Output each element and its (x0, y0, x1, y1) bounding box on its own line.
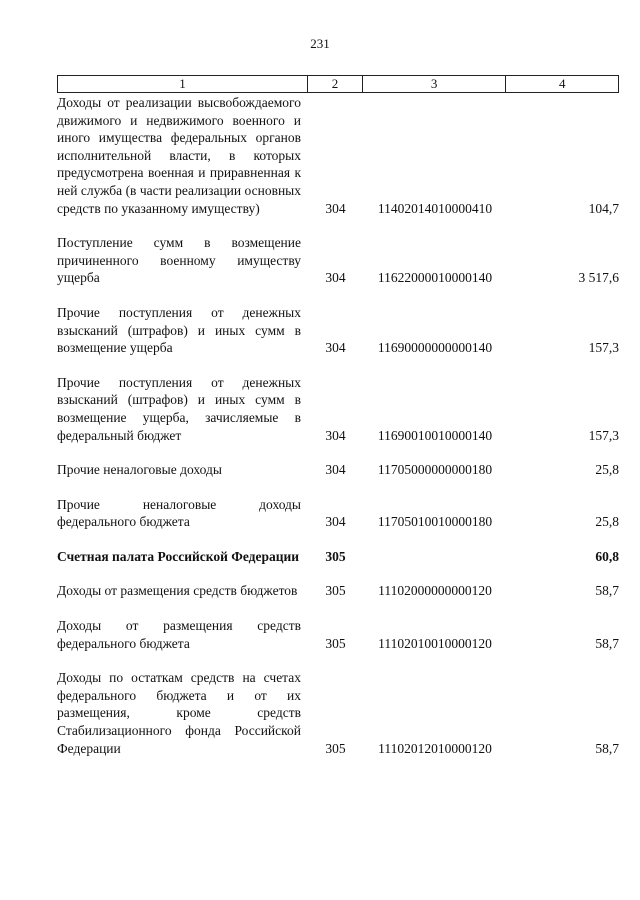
row-description: Доходы от размещения средств федерального бюджета (57, 618, 301, 651)
row-amount: 58,7 (595, 740, 619, 756)
table-row (57, 496, 619, 531)
row-amount: 25,8 (595, 514, 619, 530)
table-row (57, 374, 619, 444)
header-col-1: 1 (58, 76, 308, 92)
table-row (57, 461, 619, 479)
row-description: Поступление сумм в возмещение причиненного военному имуществу ущерба (57, 235, 301, 286)
row-admin-code: 305 (325, 635, 346, 651)
row-amount: 25,8 (595, 462, 619, 478)
row-budget-code: 11102010010000120 (378, 635, 492, 651)
row-description: Доходы по остаткам средств на счетах федерального бюджета и от их размещения, кроме средств Стабилизационного фонда Российской Федерации (57, 670, 301, 756)
row-description: Доходы от размещения средств бюджетов (57, 583, 298, 599)
row-admin-code: 304 (325, 427, 346, 443)
row-budget-code: 11690000000000140 (377, 340, 493, 356)
row-description: Счетная палата Российской Федерации (57, 548, 300, 564)
row-budget-code: 11102000000000120 (378, 583, 492, 599)
row-admin-code: 304 (325, 462, 346, 478)
row-description: Доходы от реализации высвобождаемого движимого и недвижимого военного и иного имущества федеральных органов исполнительной власти, в которых предусмотрена военная и приравненная к ней служба (в части реализации основных средств по указанному имуществу) (57, 95, 301, 216)
table-row (57, 94, 619, 217)
row-admin-code: 304 (325, 514, 346, 530)
row-admin-code: 305 (325, 583, 346, 599)
row-admin-code: 305 (325, 548, 346, 564)
row-admin-code: 305 (325, 740, 346, 756)
row-amount: 60,8 (595, 548, 619, 564)
header-col-2: 2 (308, 76, 363, 92)
row-amount: 157,3 (588, 427, 619, 443)
page-number: 231 (310, 36, 330, 51)
table-row-section-heading (57, 548, 619, 566)
table-row (57, 582, 619, 600)
row-amount: 58,7 (595, 583, 619, 599)
row-budget-code: 11705000000000180 (377, 462, 493, 478)
row-budget-code: 11102012010000120 (378, 740, 492, 756)
row-admin-code: 304 (325, 270, 346, 286)
table-row (57, 617, 619, 652)
row-budget-code: 11402014010000410 (377, 200, 493, 216)
row-budget-code: 11690010010000140 (377, 427, 493, 443)
row-amount: 104,7 (588, 200, 619, 216)
row-admin-code: 304 (325, 200, 346, 216)
table-row (57, 234, 619, 287)
row-budget-code: 11705010010000180 (377, 514, 493, 530)
table-row (57, 669, 619, 757)
row-description: Прочие поступления от денежных взысканий (штрафов) и иных сумм в возмещение ущерба (57, 304, 301, 356)
row-budget-code: 11622000010000140 (377, 270, 493, 286)
row-amount: 157,3 (588, 340, 619, 356)
table-body (57, 94, 619, 757)
row-description: Прочие неналоговые доходы (57, 462, 222, 478)
header-col-4: 4 (558, 76, 566, 91)
row-amount: 58,7 (595, 635, 619, 651)
row-amount: 3 517,6 (578, 270, 619, 286)
row-description: Прочие неналоговые доходы федерального бюджета (57, 496, 301, 530)
row-description: Прочие поступления от денежных взысканий (штрафов) и иных сумм в возмещение ущерба, зачисляемые в федеральный бюджет (57, 374, 301, 443)
table-row (57, 304, 619, 357)
table-header (57, 75, 619, 93)
header-col-3: 3 (363, 76, 506, 92)
row-admin-code: 304 (325, 340, 346, 356)
